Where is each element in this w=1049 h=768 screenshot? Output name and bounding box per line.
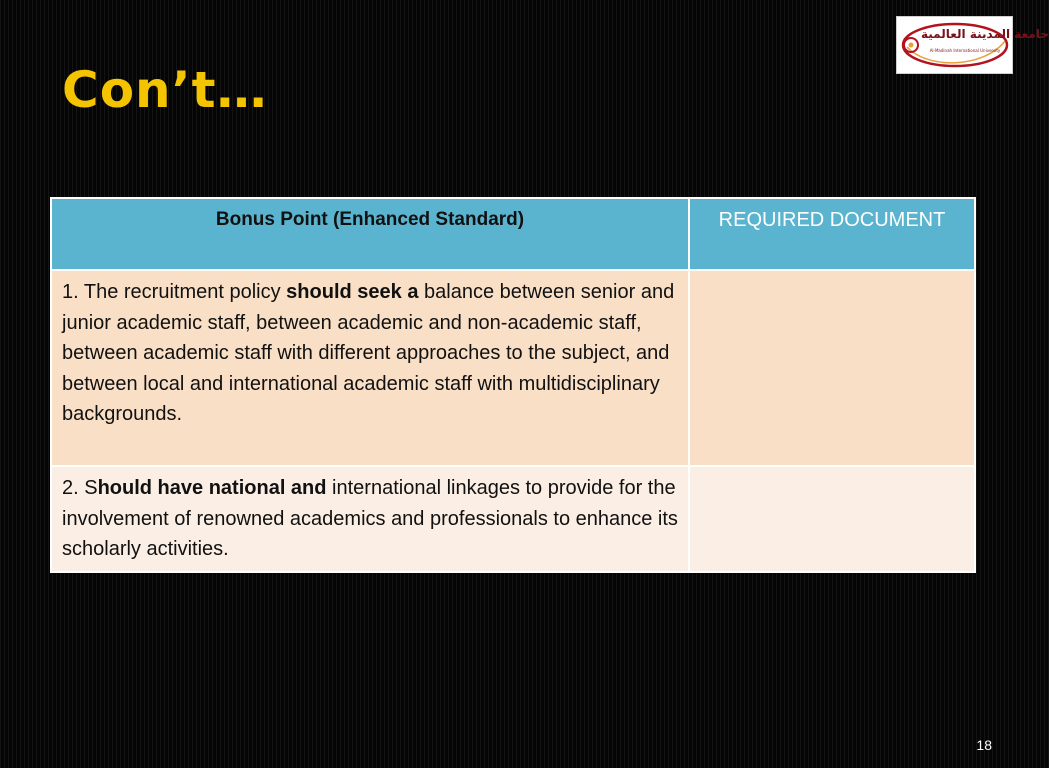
column-header-required-document: REQUIRED DOCUMENT: [689, 198, 975, 270]
bonus-criteria-table: [50, 197, 976, 573]
logo-emblem-icon: [897, 17, 1049, 73]
table-row: [51, 466, 975, 572]
required-document-cell: [689, 466, 975, 572]
logo-arabic-name: جامعة المدينة العالمية: [921, 27, 1049, 41]
criterion-text: balance between senior and junior academic staff, between academic and non-academic staff, between academic staff with different approaches to the subject, and between local and international academic staff with multidisciplinary backgrounds.: [62, 281, 675, 426]
criterion-emphasis: hould have national and: [97, 477, 327, 499]
table-row: [51, 270, 975, 466]
criterion-cell: [51, 466, 689, 572]
logo-english-name: Al-Madinah International University: [929, 48, 1001, 53]
criterion-text: international linkages to provide for the involvement of renowned academics and professionals to enhance its scholarly activities.: [62, 477, 678, 561]
table-header-row: [51, 198, 975, 270]
criterion-cell: [51, 270, 689, 466]
column-header-criterion: Bonus Point (Enhanced Standard): [51, 198, 689, 270]
criterion-text: 1. The recruitment policy: [62, 281, 287, 303]
criterion-text: 2. S: [62, 477, 98, 499]
university-logo: [896, 16, 1049, 74]
page-number: 18: [976, 737, 992, 753]
required-document-cell: [689, 270, 975, 466]
slide-title: Con’t…: [62, 61, 268, 119]
criterion-emphasis: should seek a: [286, 281, 419, 303]
